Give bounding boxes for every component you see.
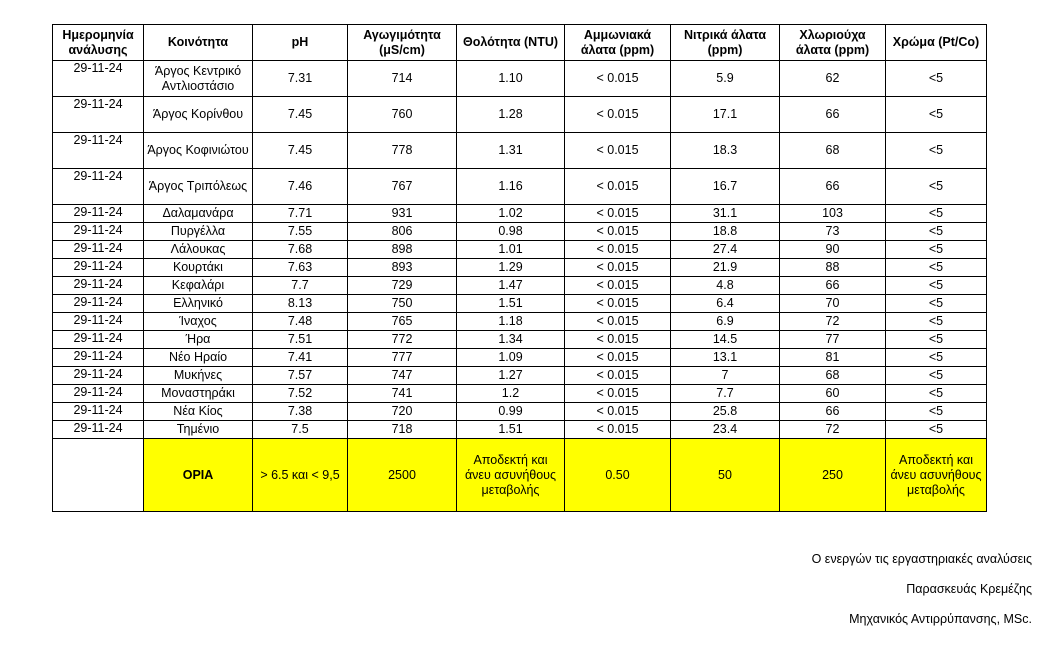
table-row (53, 259, 987, 277)
turbidity-cell: 1.09 (457, 349, 565, 367)
nitrate-cell: 18.8 (671, 223, 780, 241)
nitrate-cell: 4.8 (671, 277, 780, 295)
chloride-cell: 66 (780, 403, 886, 421)
nitrate-cell: 7 (671, 367, 780, 385)
color-cell: <5 (886, 349, 987, 367)
turbidity-cell: 1.51 (457, 295, 565, 313)
chloride-cell: 66 (780, 277, 886, 295)
nitrate-cell: 17.1 (671, 97, 780, 133)
date-cell: 29-11-24 (53, 277, 144, 295)
community-cell: Άργος Κεντρικό Αντλιοστάσιο (144, 61, 253, 97)
community-cell: Νέο Ηραίο (144, 349, 253, 367)
ammonium-cell: < 0.015 (565, 97, 671, 133)
color-cell: <5 (886, 133, 987, 169)
limit-color: Αποδεκτή και άνευ ασυνήθους μεταβολής (886, 439, 987, 512)
limits-empty-cell (53, 439, 144, 512)
date-cell: 29-11-24 (53, 367, 144, 385)
ph-cell: 7.45 (253, 133, 348, 169)
limit-turbidity: Αποδεκτή και άνευ ασυνήθους μεταβολής (457, 439, 565, 512)
header-cell: Αμμωνιακά άλατα (ppm) (565, 25, 671, 61)
header-cell: Κοινότητα (144, 25, 253, 61)
table-row (53, 205, 987, 223)
chloride-cell: 72 (780, 313, 886, 331)
conductivity-cell: 806 (348, 223, 457, 241)
nitrate-cell: 18.3 (671, 133, 780, 169)
color-cell: <5 (886, 403, 987, 421)
chloride-cell: 81 (780, 349, 886, 367)
nitrate-cell: 6.9 (671, 313, 780, 331)
nitrate-cell: 21.9 (671, 259, 780, 277)
nitrate-cell: 31.1 (671, 205, 780, 223)
ph-cell: 7.38 (253, 403, 348, 421)
date-cell: 29-11-24 (53, 349, 144, 367)
ph-cell: 7.71 (253, 205, 348, 223)
conductivity-cell: 893 (348, 259, 457, 277)
limit-chloride: 250 (780, 439, 886, 512)
water-analysis-table (52, 24, 987, 512)
community-cell: Μοναστηράκι (144, 385, 253, 403)
ph-cell: 8.13 (253, 295, 348, 313)
ph-cell: 7.57 (253, 367, 348, 385)
table-row (53, 421, 987, 439)
ph-cell: 7.63 (253, 259, 348, 277)
ph-cell: 7.48 (253, 313, 348, 331)
nitrate-cell: 6.4 (671, 295, 780, 313)
conductivity-cell: 720 (348, 403, 457, 421)
community-cell: Άργος Κορίνθου (144, 97, 253, 133)
turbidity-cell: 0.99 (457, 403, 565, 421)
date-cell: 29-11-24 (53, 133, 144, 169)
turbidity-cell: 1.31 (457, 133, 565, 169)
ph-cell: 7.41 (253, 349, 348, 367)
community-cell: Μυκήνες (144, 367, 253, 385)
chloride-cell: 62 (780, 61, 886, 97)
conductivity-cell: 741 (348, 385, 457, 403)
limit-nitrate: 50 (671, 439, 780, 512)
table-row (53, 403, 987, 421)
ph-cell: 7.31 (253, 61, 348, 97)
table-row (53, 97, 987, 133)
ammonium-cell: < 0.015 (565, 313, 671, 331)
ammonium-cell: < 0.015 (565, 277, 671, 295)
color-cell: <5 (886, 61, 987, 97)
color-cell: <5 (886, 277, 987, 295)
color-cell: <5 (886, 205, 987, 223)
date-cell: 29-11-24 (53, 421, 144, 439)
chloride-cell: 60 (780, 385, 886, 403)
turbidity-cell: 1.18 (457, 313, 565, 331)
turbidity-cell: 1.02 (457, 205, 565, 223)
turbidity-cell: 1.29 (457, 259, 565, 277)
chloride-cell: 66 (780, 169, 886, 205)
ammonium-cell: < 0.015 (565, 169, 671, 205)
conductivity-cell: 778 (348, 133, 457, 169)
table-row (53, 223, 987, 241)
table-row (53, 367, 987, 385)
table-body (53, 61, 987, 439)
date-cell: 29-11-24 (53, 331, 144, 349)
table-row (53, 241, 987, 259)
chloride-cell: 88 (780, 259, 886, 277)
header-cell: pH (253, 25, 348, 61)
ammonium-cell: < 0.015 (565, 421, 671, 439)
conductivity-cell: 931 (348, 205, 457, 223)
turbidity-cell: 0.98 (457, 223, 565, 241)
conductivity-cell: 718 (348, 421, 457, 439)
date-cell: 29-11-24 (53, 241, 144, 259)
date-cell: 29-11-24 (53, 61, 144, 97)
header-cell: Νιτρικά άλατα (ppm) (671, 25, 780, 61)
color-cell: <5 (886, 421, 987, 439)
community-cell: Ίναχος (144, 313, 253, 331)
color-cell: <5 (886, 385, 987, 403)
color-cell: <5 (886, 169, 987, 205)
header-cell: Αγωγιμότητα (μS/cm) (348, 25, 457, 61)
ammonium-cell: < 0.015 (565, 295, 671, 313)
conductivity-cell: 714 (348, 61, 457, 97)
community-cell: Κεφαλάρι (144, 277, 253, 295)
ammonium-cell: < 0.015 (565, 133, 671, 169)
nitrate-cell: 13.1 (671, 349, 780, 367)
date-cell: 29-11-24 (53, 97, 144, 133)
ammonium-cell: < 0.015 (565, 367, 671, 385)
ph-cell: 7.52 (253, 385, 348, 403)
table-row (53, 61, 987, 97)
ph-cell: 7.7 (253, 277, 348, 295)
nitrate-cell: 25.8 (671, 403, 780, 421)
ammonium-cell: < 0.015 (565, 241, 671, 259)
header-cell: Χλωριούχα άλατα (ppm) (780, 25, 886, 61)
limit-ammonium: 0.50 (565, 439, 671, 512)
ph-cell: 7.55 (253, 223, 348, 241)
conductivity-cell: 777 (348, 349, 457, 367)
community-cell: Τημένιο (144, 421, 253, 439)
color-cell: <5 (886, 241, 987, 259)
nitrate-cell: 14.5 (671, 331, 780, 349)
signature-name: Παρασκευάς Κρεμέζης (906, 582, 1032, 596)
signature-title: Μηχανικός Αντιρρύπανσης, MSc. (849, 612, 1032, 626)
date-cell: 29-11-24 (53, 385, 144, 403)
table-row (53, 385, 987, 403)
chloride-cell: 66 (780, 97, 886, 133)
community-cell: Άργος Κοφινιώτου (144, 133, 253, 169)
color-cell: <5 (886, 97, 987, 133)
color-cell: <5 (886, 295, 987, 313)
chloride-cell: 103 (780, 205, 886, 223)
turbidity-cell: 1.51 (457, 421, 565, 439)
ammonium-cell: < 0.015 (565, 331, 671, 349)
date-cell: 29-11-24 (53, 169, 144, 205)
community-cell: Πυργέλλα (144, 223, 253, 241)
ammonium-cell: < 0.015 (565, 61, 671, 97)
turbidity-cell: 1.2 (457, 385, 565, 403)
nitrate-cell: 23.4 (671, 421, 780, 439)
chloride-cell: 70 (780, 295, 886, 313)
nitrate-cell: 27.4 (671, 241, 780, 259)
color-cell: <5 (886, 223, 987, 241)
turbidity-cell: 1.10 (457, 61, 565, 97)
table-row (53, 313, 987, 331)
ammonium-cell: < 0.015 (565, 223, 671, 241)
turbidity-cell: 1.16 (457, 169, 565, 205)
conductivity-cell: 760 (348, 97, 457, 133)
community-cell: Λάλουκας (144, 241, 253, 259)
table-row (53, 169, 987, 205)
chloride-cell: 90 (780, 241, 886, 259)
chloride-cell: 73 (780, 223, 886, 241)
community-cell: Ελληνικό (144, 295, 253, 313)
limit-conductivity: 2500 (348, 439, 457, 512)
conductivity-cell: 750 (348, 295, 457, 313)
color-cell: <5 (886, 259, 987, 277)
community-cell: Δαλαμανάρα (144, 205, 253, 223)
turbidity-cell: 1.28 (457, 97, 565, 133)
date-cell: 29-11-24 (53, 313, 144, 331)
community-cell: Ήρα (144, 331, 253, 349)
table-row (53, 133, 987, 169)
conductivity-cell: 765 (348, 313, 457, 331)
turbidity-cell: 1.47 (457, 277, 565, 295)
community-cell: Νέα Κίος (144, 403, 253, 421)
ph-cell: 7.68 (253, 241, 348, 259)
ammonium-cell: < 0.015 (565, 403, 671, 421)
table-row (53, 277, 987, 295)
conductivity-cell: 747 (348, 367, 457, 385)
nitrate-cell: 7.7 (671, 385, 780, 403)
conductivity-cell: 729 (348, 277, 457, 295)
ammonium-cell: < 0.015 (565, 385, 671, 403)
nitrate-cell: 5.9 (671, 61, 780, 97)
date-cell: 29-11-24 (53, 259, 144, 277)
conductivity-cell: 772 (348, 331, 457, 349)
ph-cell: 7.51 (253, 331, 348, 349)
ammonium-cell: < 0.015 (565, 259, 671, 277)
table-row (53, 295, 987, 313)
header-row (53, 25, 987, 61)
date-cell: 29-11-24 (53, 205, 144, 223)
community-cell: Κουρτάκι (144, 259, 253, 277)
table-row (53, 331, 987, 349)
date-cell: 29-11-24 (53, 223, 144, 241)
ammonium-cell: < 0.015 (565, 205, 671, 223)
table-row (53, 349, 987, 367)
chloride-cell: 77 (780, 331, 886, 349)
nitrate-cell: 16.7 (671, 169, 780, 205)
header-cell: Ημερομηνία ανάλυσης (53, 25, 144, 61)
ammonium-cell: < 0.015 (565, 349, 671, 367)
conductivity-cell: 767 (348, 169, 457, 205)
ph-cell: 7.45 (253, 97, 348, 133)
turbidity-cell: 1.27 (457, 367, 565, 385)
color-cell: <5 (886, 313, 987, 331)
ph-cell: 7.46 (253, 169, 348, 205)
date-cell: 29-11-24 (53, 295, 144, 313)
signature-role: Ο ενεργών τις εργαστηριακές αναλύσεις (811, 552, 1032, 566)
header-cell: Θολότητα (NTU) (457, 25, 565, 61)
conductivity-cell: 898 (348, 241, 457, 259)
ph-cell: 7.5 (253, 421, 348, 439)
limits-label: ΟΡΙΑ (144, 439, 253, 512)
color-cell: <5 (886, 331, 987, 349)
color-cell: <5 (886, 367, 987, 385)
community-cell: Άργος Τριπόλεως (144, 169, 253, 205)
limits-row (53, 439, 987, 512)
chloride-cell: 68 (780, 133, 886, 169)
header-cell: Χρώμα (Pt/Co) (886, 25, 987, 61)
chloride-cell: 68 (780, 367, 886, 385)
date-cell: 29-11-24 (53, 403, 144, 421)
turbidity-cell: 1.01 (457, 241, 565, 259)
limit-ph: > 6.5 και < 9,5 (253, 439, 348, 512)
chloride-cell: 72 (780, 421, 886, 439)
turbidity-cell: 1.34 (457, 331, 565, 349)
